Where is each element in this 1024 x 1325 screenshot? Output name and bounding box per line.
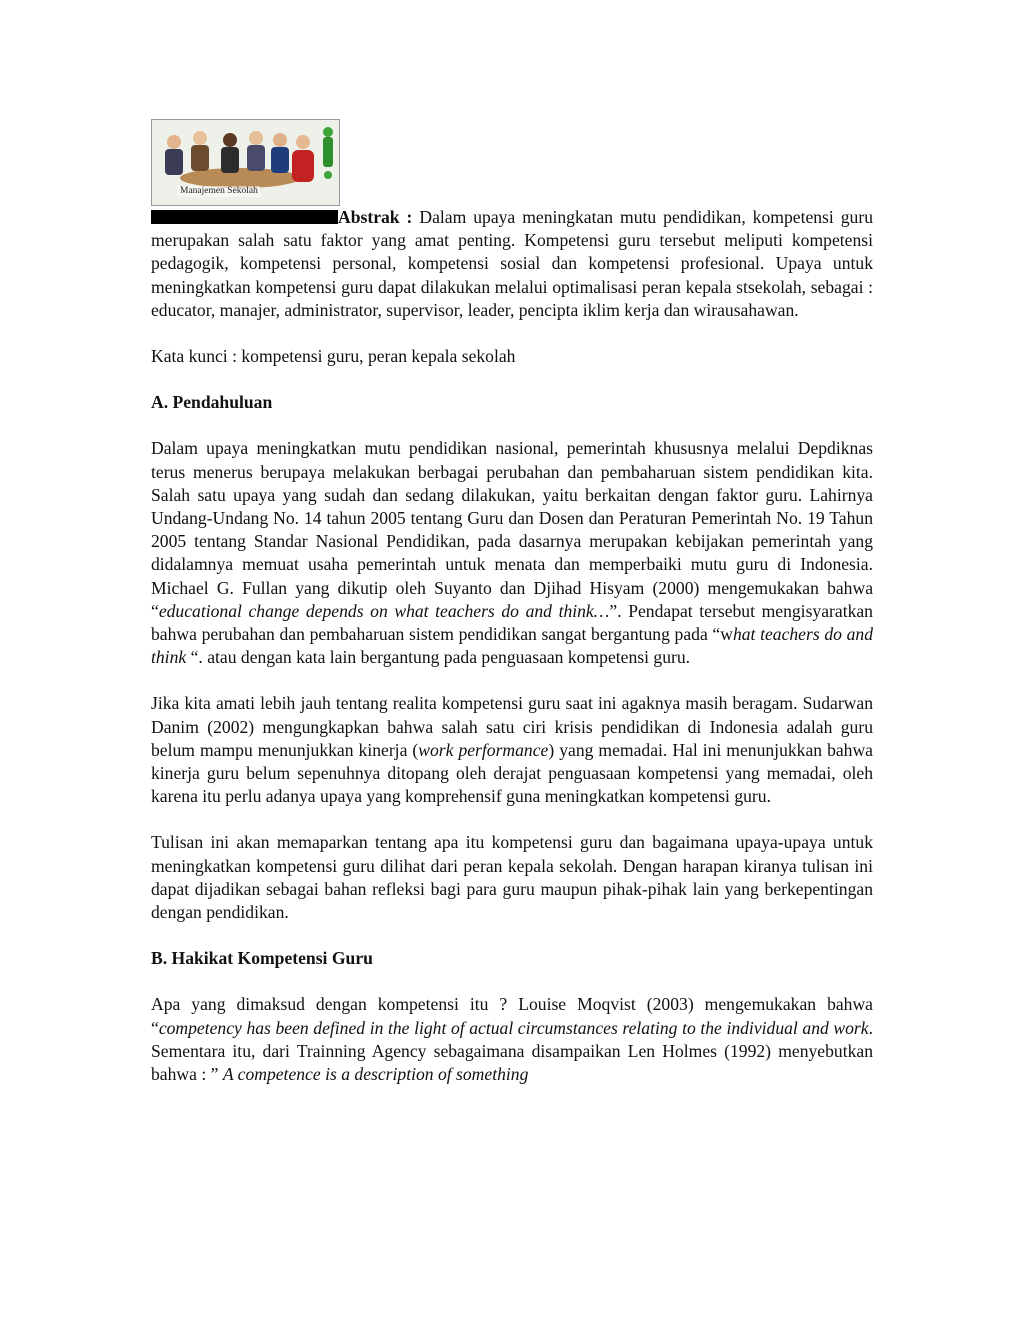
text-run: “. atau dengan kata lain bergantung pada penguasaan kompetensi guru. (186, 647, 691, 668)
keywords: Kata kunci : kompetensi guru, peran kepala sekolah (151, 346, 516, 367)
italic-quote: hat teachers do and think (151, 624, 873, 668)
text-run: Dalam upaya meningkatkan mutu pendidikan nasional, pemerintah khususnya melalui Depdiknas terus menerus berupaya melakukan berbagai perubahan dan pembaharuan sistem pendidikan kita. Salah satu upaya yang sudah dan sedang dilakukan, yaitu berkaitan dengan faktor guru. Lahirnya Undang-Undang No. 14 tahun 2005 tentang Guru dan Dosen dan Peraturan Pemerintah No. 19 Tahun 2005 tentang Standar Nasional Pendidikan, pada dasarnya merupakan kebijakan pemerintah yang didalamnya memuat usaha pemerintah untuk menata dan memperbaiki mutu guru di Indonesia. Michael G. Fullan yang dikutip oleh Suyanto dan Djihad Hisyam (2000) mengemukakan bahwa “ (151, 438, 873, 621)
section-a-paragraph-2 (151, 692, 873, 808)
abstract-paragraph (151, 206, 873, 322)
section-a-heading: A. Pendahuluan (151, 392, 273, 413)
section-a-paragraph-3: Tulisan ini akan memaparkan tentang apa itu kompetensi guru dan bagaimana upaya-upaya untuk meningkatkan kompetensi guru dilihat dari peran kepala sekolah. Dengan harapan kiranya tulisan ini dapat dijadikan sebagai bahan refleksi bagi para guru maupun pihak-pihak lain yang berkepentingan dengan pendidikan. (151, 832, 873, 923)
abstract-label: Abstrak (338, 207, 400, 227)
section-b-heading: B. Hakikat Kompetensi Guru (151, 948, 373, 969)
text-run: ) yang memadai. Hal ini menunjukkan bahwa kinerja guru belum sepenuhnya ditopang oleh derajat penguasaan kompetensi yang memadai, oleh karena itu perlu adanya upaya yang komprehensif guna meningkatkan kompetensi guru. (151, 739, 873, 807)
document-page (151, 119, 873, 1086)
abstract-text: Dalam upaya meningkatan mutu pendidikan, kompetensi guru merupakan salah satu faktor yang amat penting. Kompetensi guru tersebut meliputi kompetensi pedagogik, kompetensi personal, kompetensi sosial dan kompetensi profesional. Upaya untuk meningkatkan kompetensi guru dapat dilakukan melalui optimalisasi peran kepala stsekolah, sebagai : educator, manajer, administrator, supervisor, leader, pencipta iklim kerja dan wirausahawan. (151, 207, 873, 320)
abstract-separator: : (399, 207, 420, 227)
illustration-caption: Manajemen Sekolah (180, 186, 258, 196)
text-run: Apa yang dimaksud dengan kompetensi itu ? Louise Moqvist (2003) mengemukakan bahwa “ (151, 994, 873, 1038)
black-redaction-bar (151, 210, 338, 224)
text-run: Jika kita amati lebih jauh tentang realita kompetensi guru saat ini agaknya masih beragam. Sudarwan Danim (2002) mengungkapkan bahwa salah satu ciri krisis pendidikan di Indonesia adalah guru belum mampu menunjukkan kinerja ( (151, 693, 873, 760)
italic-term: work performance (418, 739, 549, 760)
italic-quote: competency has been defined in the light of actual circumstances relating to the individual and work (158, 1017, 869, 1038)
italic-quote: educational change depends on what teachers do and think… (158, 600, 610, 621)
section-a-paragraph-1 (151, 437, 873, 669)
section-b-paragraph-1 (151, 993, 873, 1086)
text-run: ”. Pendapat tersebut mengisyaratkan bahwa perubahan dan pembaharuan sistem pendidikan sangat bergantung pada “w (151, 600, 873, 645)
text-run: . Sementara itu, dari Trainning Agency sebagaimana disampaikan Len Holmes (1992) menyebutkan bahwa : ” (151, 1017, 873, 1085)
school-management-illustration (151, 119, 340, 206)
italic-quote: A competence is a description of something (222, 1064, 529, 1085)
